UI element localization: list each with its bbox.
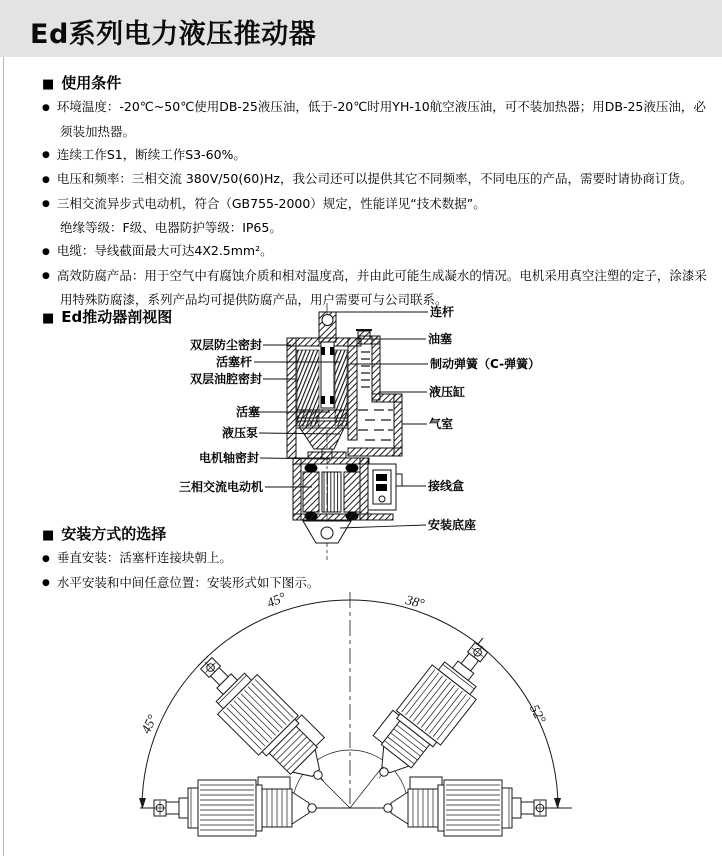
bullet-icon: ● <box>42 174 50 185</box>
angle-construction <box>139 592 572 809</box>
section-heading-usage: ■ 使用条件 <box>42 74 122 92</box>
mounting-base <box>303 521 351 543</box>
label-mounting-base: 安装底座 <box>428 518 477 532</box>
cutaway-body <box>287 303 402 560</box>
page-header-band <box>0 0 722 57</box>
bullet-icon: ● <box>42 102 50 113</box>
junction-box <box>368 464 402 510</box>
usage-line: ● 环境温度：-20℃~50℃使用DB-25液压油，低于-20℃时用YH-10航空液压油，可不装加热器；用DB-25液压油，必 <box>42 99 706 114</box>
usage-line: ● 电压和频率：三相交流 380V/50(60)Hz，我公司还可以提供其它不同频率，不同电压的产品，需要时请协商订货。 <box>42 171 693 186</box>
angle-labels <box>138 589 549 736</box>
mounting-figure <box>0 588 722 856</box>
usage-line: ● 连续工作S1，断续工作S3-60%。 <box>42 146 246 162</box>
angle-top-left: 45° <box>264 589 288 611</box>
usage-line: ● 电缆：导线截面最大可达4X2.5mm²。 <box>42 243 273 258</box>
label-piston-rod: 活塞杆 <box>215 355 252 369</box>
label-cylinder: 液压缸 <box>429 385 466 399</box>
label-shaft-seal: 电机轴密封 <box>198 451 259 465</box>
label-junction-box: 接线盒 <box>428 479 465 493</box>
bullet-icon: ● <box>42 271 50 281</box>
label-air-chamber: 气室 <box>429 417 454 431</box>
usage-line: 须装加热器。 <box>60 123 136 139</box>
mounting-line: ● 水平安装和中间任意位置：安装形式如下图示。 <box>42 574 320 590</box>
section-marker-icon: ■ <box>42 311 55 326</box>
label-oil-seal: 双层油腔密封 <box>189 372 262 386</box>
section-marker-icon: ■ <box>42 528 55 543</box>
label-oil-plug: 油塞 <box>428 332 453 346</box>
label-dust-seal: 双层防尘密封 <box>189 338 262 352</box>
usage-line: ● 高效防腐产品：用于空气中有腐蚀介质和相对温度高，并由此可能生成凝水的情况。电机采用真空注塑的定子，涂漆采 <box>42 267 707 283</box>
label-brake-spring: 制动弹簧（C-弹簧） <box>430 357 541 371</box>
label-ac-motor: 三相交流电动机 <box>178 480 263 494</box>
thruster-horizontal-right <box>380 777 550 836</box>
bullet-icon: ● <box>42 553 50 564</box>
usage-text-block <box>42 95 707 311</box>
usage-line: 用特殊防腐漆，系列产品均可提供防腐产品，用户需要可与公司联系。 <box>60 292 448 307</box>
bullet-icon: ● <box>42 246 50 257</box>
section-heading-cutaway: ■ Ed推动器剖视图 <box>42 308 173 326</box>
usage-line: ● 三相交流异步式电动机，符合（GB755-2000）规定，性能详见“技术数据”。 <box>42 195 486 211</box>
usage-line: 绝缘等级：F级、电器防护等级：IP65。 <box>60 220 282 235</box>
angle-top-right: 38° <box>404 592 427 612</box>
thruster-tilted-right <box>355 625 506 795</box>
bullet-icon: ● <box>42 578 50 588</box>
thruster-horizontal-left <box>150 777 320 836</box>
thruster-tilted-left <box>184 639 346 801</box>
section-heading-mounting: ■ 安装方式的选择 <box>42 525 167 543</box>
bullet-icon: ● <box>42 150 50 160</box>
label-hydraulic-pump: 液压泵 <box>221 426 258 440</box>
label-connecting-rod: 连杆 <box>430 305 455 319</box>
label-piston: 活塞 <box>235 405 260 419</box>
page-title: Ed系列电力液压推动器 <box>30 19 317 50</box>
bullet-icon: ● <box>42 199 50 209</box>
section-marker-icon: ■ <box>42 77 55 92</box>
mounting-drawing <box>0 588 722 856</box>
mounting-line: ● 垂直安装：活塞杆连接块朝上。 <box>42 550 232 565</box>
angle-left: 45° <box>138 712 160 736</box>
angle-right: 52° <box>526 702 550 726</box>
